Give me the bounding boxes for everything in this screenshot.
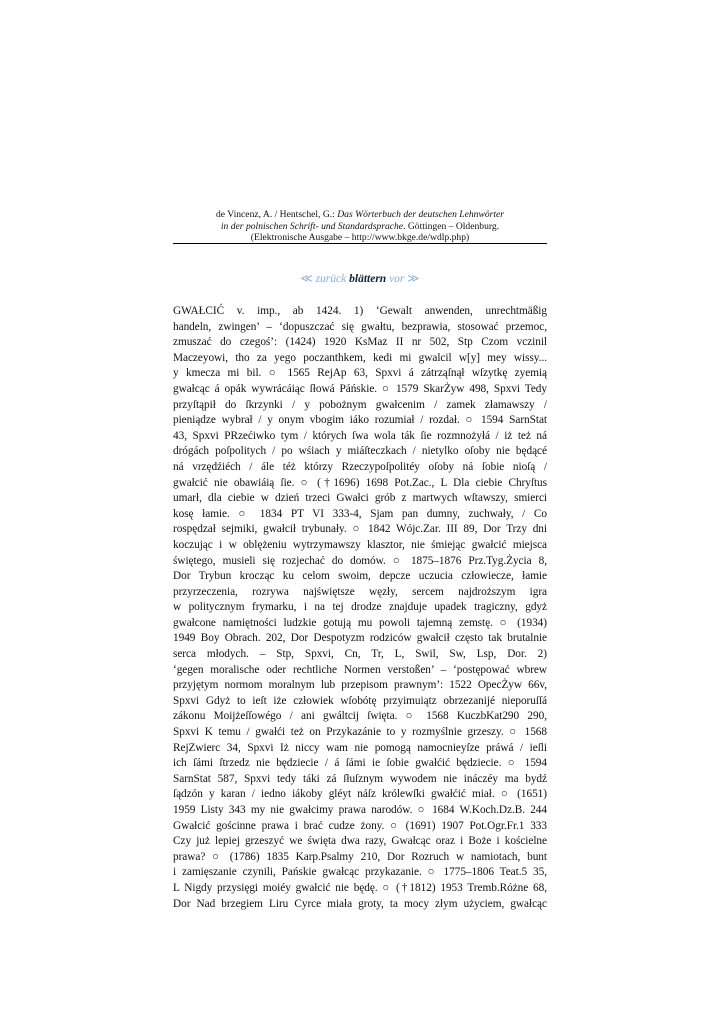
citation-title-part-1: Das Wörterbuch der deutschen Lehnwörter xyxy=(337,209,505,220)
entry-line: gwałcić nie obawiáią ſie. ○ (†1696) 1698 Pot.Zac., L Dla ciebie Chryſtus xyxy=(173,476,547,489)
entry-line: SarnStat 587, Spxvi tedy táki zá ſłuſznym wywodem nie ináczéy ma bydź xyxy=(173,772,547,785)
citation-line-1 xyxy=(173,209,547,221)
entry-line: zmuszać do czegoś’: (1424) 1920 KsMaz II nr 502, Stp Czom vczinil xyxy=(173,336,547,349)
entry-line: GWAŁCIĆ v. imp., ab 1424. 1) ‘Gewalt anwenden, unrechtmäßig xyxy=(173,305,547,317)
entry-line: RejZwierc 34, Spxvi Iż niccy wam nie pomogą namocnieyſze práwá / ieſli xyxy=(173,741,547,754)
citation-line-2 xyxy=(173,221,547,233)
citation-title-part-2: in der polnischen Schrift- und Standardsprache xyxy=(220,220,404,232)
entry-line: ich ſámi ſtrzedz nie będziecie / á ſámi ie ſobie gwałćić będziecie. ○ 1594 xyxy=(173,757,547,770)
forward-link[interactable]: vor xyxy=(389,273,405,285)
entry-line: koczując i w oblężeniu wytrzymawszy klasztor, nie śmiejąc gwałcić miejsca xyxy=(173,538,547,551)
entry-line: kosę łamie. ○ 1834 PT VI 333-4, Sjam pan dumny, zuchwały, / Co xyxy=(173,507,547,520)
entry-line: serca młodych. – Stp, Spxvi, Cn, Tr, L, Swil, Sw, Lsp, Dor. 2) xyxy=(173,648,547,661)
entry-line: prawa? ○ (1786) 1835 Karp.Psalmy 210, Dor Rozruch w namiotach, bunt xyxy=(173,850,547,863)
citation-publisher: . Göttingen – Oldenburg. xyxy=(403,220,500,232)
entry-line: Czy już lepiej grzeszyć we święta dwa razy, Gwałcąc oraz i Boże i kościelne xyxy=(173,835,547,848)
browse-label: blättern xyxy=(349,273,387,285)
entry-line: umarł, dla ciebie w dzień trzeci Gwałci grób z martwych wſtawszy, smierci xyxy=(173,492,547,505)
forward-arrow-icon[interactable]: ≫ xyxy=(407,273,420,285)
entry-line: ná vrzędźiéch / ále téż którzy Rzeczypoſpolitéy oſoby ná ſobie nioſą / xyxy=(173,460,547,473)
entry-line: ſądzón y karan / iedno iákoby gléyt náſz królewſki gwałćić miał. ○ (1651) xyxy=(173,788,547,801)
entry-line: Spxvi K temu / gwałći też on Przykazánie to y rozmyślnie grzeszy. ○ 1568 xyxy=(173,726,547,739)
entry-line: handeln, zwingen’ – ‘dopuszczać się gwałtu, bezprawia, stosować przemoc, xyxy=(173,320,547,333)
entry-line: Gwałcić gościnne prawa i brać cudze żony. ○ (1691) 1907 Pot.Ogr.Fr.1 333 xyxy=(173,819,547,832)
entry-line: przyjętym normom moralnym lub przepisom prawnym’: 1522 OpecŻyw 66v, xyxy=(173,679,547,692)
entry-line: przyſtąpił do ſkrzynki / y pobożnym gwałcenim / zamek złamawszy / xyxy=(173,398,547,411)
entry-line: 1959 Listy 343 my nie gwałcimy prawa narodów. ○ 1684 W.Koch.Dz.B. 244 xyxy=(173,804,547,816)
entry-line: i zamięszanie czynili, Pańskie gwałcąc przykazanie. ○ 1775–1806 Teat.5 35, xyxy=(173,866,547,879)
entry-line: pieniądze wybrał / y onym vbogim iáko rozumiał / rozdał. ○ 1594 SarnStat xyxy=(173,414,547,427)
entry-line: L Nigdy przysięgi moiéy gwałcić nie będę. ○ (†1812) 1953 Tremb.Różne 68, xyxy=(173,881,547,894)
entry-line: Dor Nad brzegiem Liru Cyrce miała groty, ta mocy złym użyciem, gwałcąc xyxy=(173,897,547,910)
entry-line: 43, Spxvi PRzećiwko tym / których ſwa wola ták ſie rozmnożyłá / iż też ná xyxy=(173,429,547,442)
header-divider xyxy=(173,243,547,244)
entry-line: Spxvi Gdyż to ieſt iże człowiek wſobótę przyimuiątz obrzezanijé nieporuſſá xyxy=(173,694,547,707)
entry-line: rospędzał sejmiki, gwałcił trybunały. ○ 1842 Wójc.Zar. III 89, Dor Trzy dni xyxy=(173,523,547,536)
dictionary-entry xyxy=(173,304,547,912)
entry-line: Maczeyowi, tho za yego poczanthkem, kedi mi gwalcil w[y] mey wissy... xyxy=(173,351,547,364)
entry-line: 1949 Boy Obrach. 202, Dor Despotyzm rodziców gwałcił często tak brutalnie xyxy=(173,632,547,645)
citation-header xyxy=(173,209,547,244)
entry-line: Dor Trybun krocząc ku celom swoim, depcze uczucia człowiecze, łamie xyxy=(173,570,547,583)
entry-line: zákonu Moijżeſſowégo / ani gwáltcij ſwięta. ○ 1568 KuczbKat290 290, xyxy=(173,710,547,723)
citation-line-3: (Elektronische Ausgabe – http://www.bkge.de/wdlp.php) xyxy=(250,232,470,244)
entry-line: drógách poſpolitych / po wśiach y miáſteczkach / nietylko oſoby nie będącé xyxy=(173,445,547,458)
entry-line: w politycznym frymarku, i na tej drodze znajduje upadek tragiczny, gdyż xyxy=(173,601,547,614)
page-navigation xyxy=(173,272,547,286)
entry-line: przyrzeczenia, rozrywa najświętsze węzły, sercem najdroższym igra xyxy=(173,585,547,598)
back-link[interactable]: zurück xyxy=(315,273,347,285)
entry-line: świętego, musieli się rozjechać do domów. ○ 1875–1876 Prz.Tyg.Życia 8, xyxy=(173,554,547,567)
entry-line: ‘gegen moralische oder rechtliche Normen verstoßen’ – ‘postępować wbrew xyxy=(173,663,547,676)
entry-line: y kmecza mi bil. ○ 1565 RejAp 63, Spxvi á zátrząſnął wſzytkę zyemią xyxy=(173,367,547,380)
citation-authors: de Vincenz, A. / Hentschel, G.: xyxy=(215,209,338,220)
back-arrow-icon[interactable]: ≪ xyxy=(300,273,313,285)
entry-line: gwałcone namiętności ludzkie gotują mu powoli tajemną zemstę. ○ (1934) xyxy=(173,616,547,629)
entry-line: gwałcąc á opák wywrácáiąc ſłowá Páńskie. ○ 1579 SkarŻyw 498, Spxvi Tedy xyxy=(173,382,547,395)
